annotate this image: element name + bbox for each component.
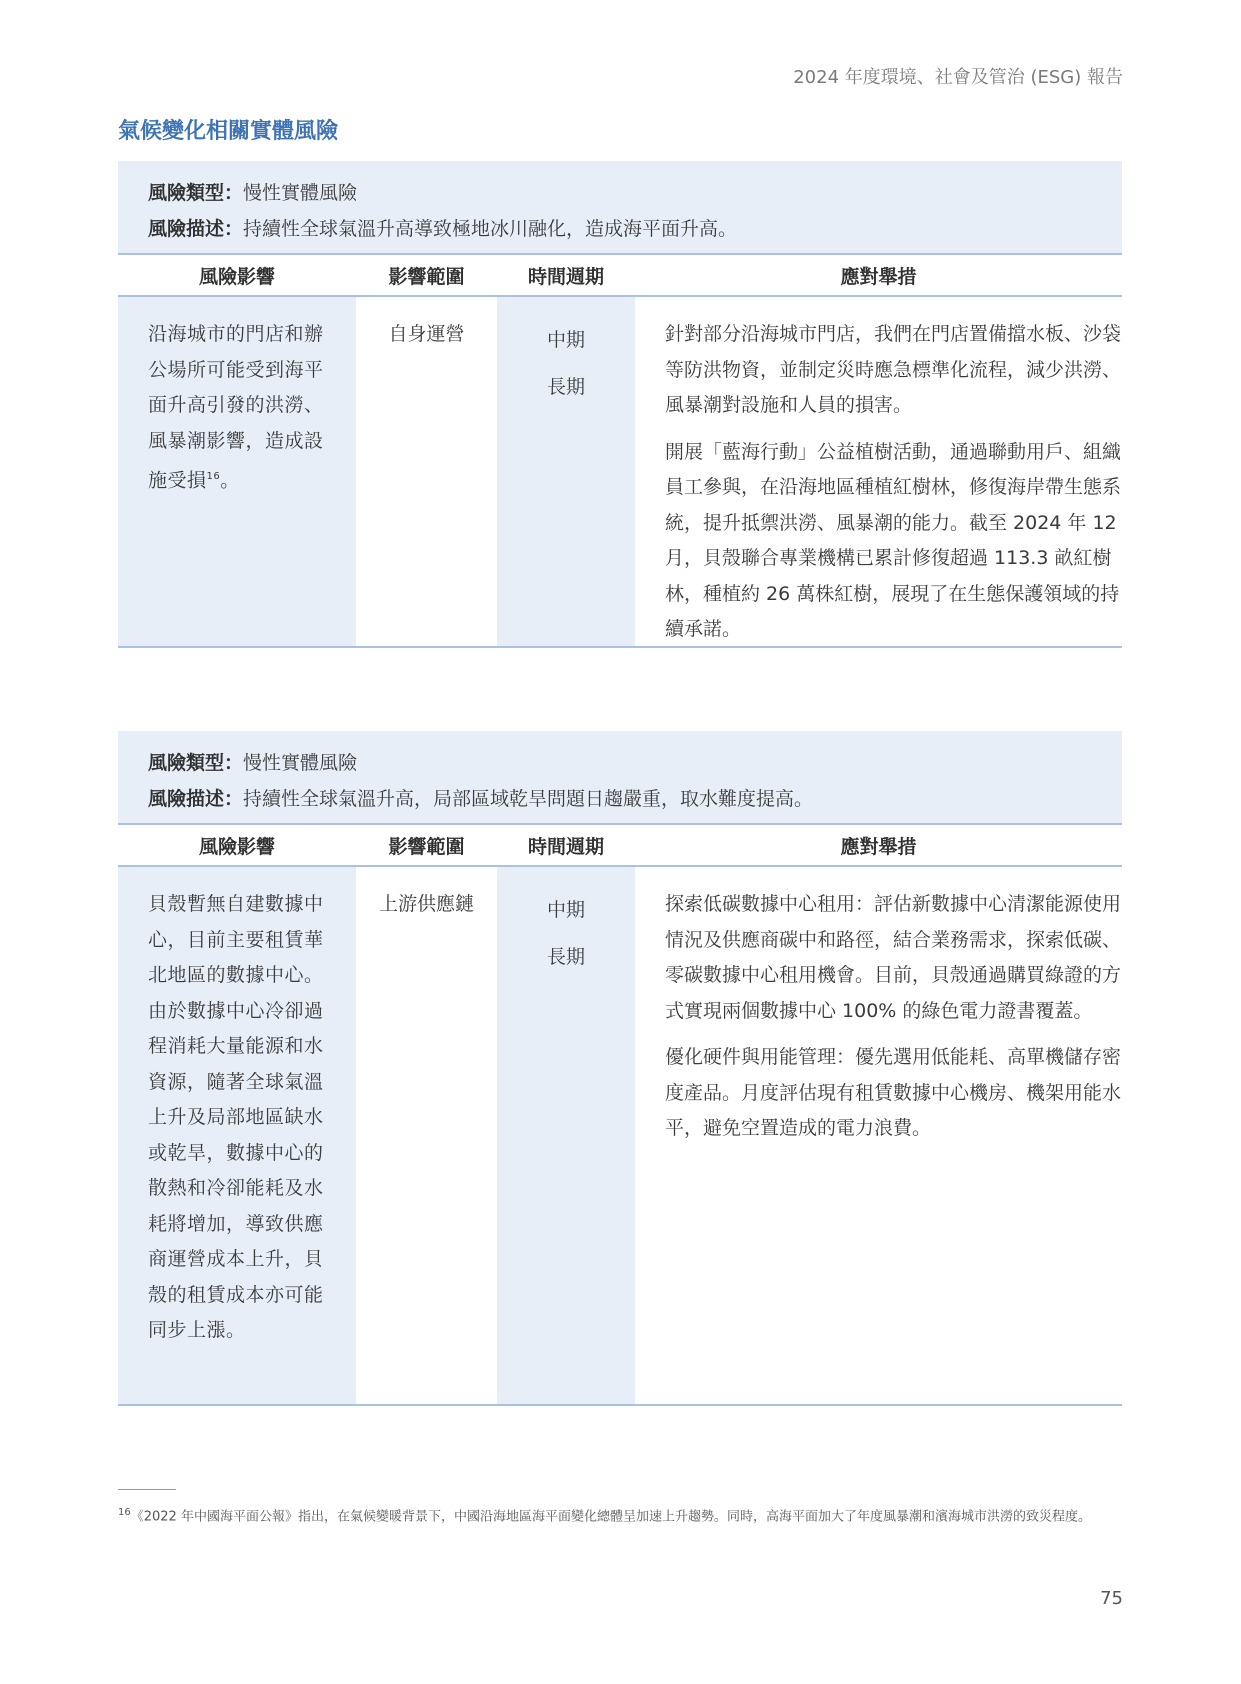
- table-header: [118, 253, 1122, 297]
- risk-desc-label: 風險描述：: [148, 218, 244, 240]
- risk-type-line: [148, 175, 1092, 211]
- risk-info: [118, 731, 1122, 823]
- impact-cell: 貝殼暫無自建數據中心，目前主要租賃華北地區的數據中心。由於數據中心冷卻過程消耗大量能源和水資源，隨著全球氣溫上升及局部地區缺水或乾旱，數據中心的散熱和冷卻能耗及水耗將增加，導致供應商運營成本上升，貝殼的租賃成本亦可能同步上漲。: [118, 867, 356, 1404]
- table-row: [118, 867, 1122, 1406]
- col-header-period: 時間週期: [527, 835, 604, 858]
- risk-type-label: 風險類型：: [148, 182, 244, 204]
- risk-type-value: 慢性實體風險: [243, 752, 358, 774]
- col-header-impact: 風險影響: [198, 265, 275, 288]
- risk-type-line: [148, 745, 1092, 781]
- period-medium: 中期: [546, 899, 585, 921]
- col-header-impact: 風險影響: [198, 835, 275, 858]
- footnote-text: 《2022 年中國海平面公報》指出，在氣候變暖背景下，中國沿海地區海平面變化總體呈加速上升趨勢。同時，高海平面加大了年度風暴潮和濱海城市洪澇的致災程度。: [130, 1509, 1091, 1525]
- report-header-title: 2024 年度環境、社會及管治 (ESG) 報告: [793, 67, 1123, 88]
- col-header-measures: 應對舉措: [840, 265, 917, 288]
- scope-cell: 自身運營: [356, 297, 497, 646]
- measure-paragraph: 探索低碳數據中心租用：評估新數據中心清潔能源使用情況及供應商碳中和路徑，結合業務需求，探索低碳、零碳數據中心租用機會。目前，貝殼通過購買綠證的方式實現兩個數據中心 100% 的綠色電力證書覆蓋。: [665, 893, 1122, 1022]
- risk-desc-value: 持續性全球氣溫升高導致極地冰川融化，造成海平面升高。: [243, 218, 738, 240]
- impact-text: 沿海城市的門店和辦公場所可能受到海平面升高引發的洪澇、風暴潮影響，造成設施受損: [148, 323, 324, 492]
- col-header-period: 時間週期: [527, 265, 604, 288]
- measures-cell: [635, 867, 1122, 1404]
- measures-cell: [635, 297, 1122, 646]
- risk-desc-label: 風險描述：: [148, 788, 244, 810]
- risk-type-label: 風險類型：: [148, 752, 244, 774]
- period-long: 長期: [546, 376, 585, 398]
- risk-block-2: [118, 731, 1122, 1406]
- period-long: 長期: [546, 946, 585, 968]
- risk-type-value: 慢性實體風險: [243, 182, 358, 204]
- risk-block-1: [118, 161, 1122, 648]
- footnote-ref: 16: [206, 471, 221, 482]
- footnote: [118, 1503, 1122, 1527]
- table-row: [118, 297, 1122, 648]
- col-header-scope: 影響範圍: [388, 835, 465, 858]
- risk-desc-value: 持續性全球氣溫升高，局部區域乾旱問題日趨嚴重，取水難度提高。: [243, 788, 814, 810]
- table-header: [118, 823, 1122, 867]
- period-cell: [497, 867, 635, 1404]
- period-cell: [497, 297, 635, 646]
- impact-cell: [118, 297, 356, 646]
- footnote-divider: [118, 1489, 176, 1490]
- page-number: 75: [1100, 1588, 1123, 1609]
- impact-suffix: 。: [220, 469, 240, 492]
- col-header-measures: 應對舉措: [840, 835, 917, 858]
- measure-paragraph: 開展「藍海行動」公益植樹活動，通過聯動用戶、組織員工參與，在沿海地區種植紅樹林，修復海岸帶生態系統，提升抵禦洪澇、風暴潮的能力。截至 2024 年 12 月，貝殼聯合專業機構已累計修復超過 113.3 畝紅樹林，種植約 26 萬株紅樹，展現了在生態保護領域的持續承諾。: [665, 440, 1122, 640]
- scope-cell: 上游供應鏈: [356, 867, 497, 1404]
- measure-paragraph: 優化硬件與用能管理：優先選用低能耗、高單機儲存密度產品。月度評估現有租賃數據中心機房、機架用能水平，避免空置造成的電力浪費。: [665, 1046, 1122, 1139]
- measure-paragraph: 針對部分沿海城市門店，我們在門店置備擋水板、沙袋等防洪物資，並制定災時應急標準化流程，減少洪澇、風暴潮對設施和人員的損害。: [665, 323, 1122, 416]
- period-medium: 中期: [546, 329, 585, 351]
- risk-desc-line: [148, 211, 1092, 247]
- col-header-scope: 影響範圍: [388, 265, 465, 288]
- footnote-number: 16: [118, 1507, 131, 1518]
- risk-info: [118, 161, 1122, 253]
- risk-desc-line: [148, 781, 1092, 817]
- section-title: 氣候變化相關實體風險: [118, 119, 339, 144]
